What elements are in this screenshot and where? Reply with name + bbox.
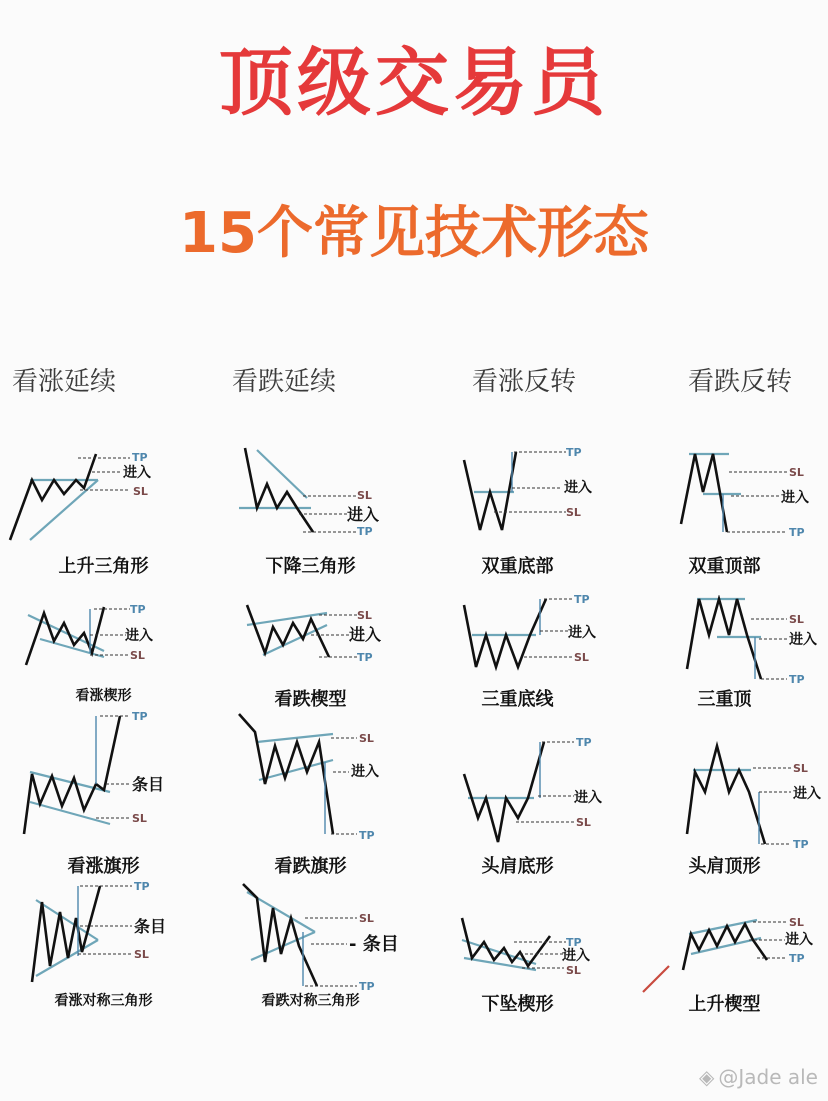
price-path	[10, 454, 96, 540]
entry-label: 进入	[568, 625, 596, 641]
tp-label: TP	[789, 673, 805, 686]
sl-label: SL	[359, 912, 374, 925]
pattern-cell	[621, 440, 828, 600]
entry-label: 条目	[132, 775, 165, 794]
price-path	[687, 599, 761, 679]
pattern-label: 看涨对称三角形	[54, 993, 153, 1009]
price-path	[464, 599, 546, 667]
pattern-diagram	[207, 440, 414, 556]
pattern-label: 下坠楔形	[481, 994, 554, 1015]
entry-label: - 条目	[349, 934, 399, 955]
pattern-cell	[621, 878, 828, 1038]
price-path	[464, 742, 544, 842]
tp-label: TP	[134, 880, 150, 893]
tp-label: TP	[574, 595, 590, 606]
pattern-label: 看跌楔型	[274, 689, 347, 710]
sl-label: SL	[133, 485, 148, 498]
entry-label: 进入	[793, 786, 821, 802]
entry-label: 进入	[564, 480, 592, 496]
sl-label: SL	[566, 506, 581, 519]
pattern-label: 上升三角形	[58, 556, 149, 577]
entry-label: 进入	[781, 490, 809, 506]
entry-label: 进入	[349, 625, 382, 644]
sl-label: SL	[789, 613, 804, 626]
tp-label: TP	[793, 838, 809, 851]
pattern-cell	[0, 712, 207, 877]
pattern-label: 上升楔型	[688, 994, 761, 1015]
pattern-label: 看跌对称三角形	[261, 993, 360, 1009]
entry-label: 进入	[347, 505, 380, 524]
pattern-diagram	[207, 712, 414, 856]
price-path	[464, 452, 516, 530]
tp-label: TP	[130, 603, 146, 616]
trend-line	[257, 734, 333, 742]
tp-label: TP	[789, 526, 805, 539]
pattern-diagram	[621, 440, 828, 556]
pattern-diagram	[621, 595, 828, 689]
entry-label: 进入	[125, 628, 153, 644]
sl-label: SL	[359, 732, 374, 745]
tp-label: TP	[132, 712, 148, 723]
sl-label: SL	[574, 651, 589, 664]
sl-label: SL	[793, 762, 808, 775]
pattern-diagram	[207, 595, 414, 689]
pattern-cell	[207, 878, 414, 1038]
tp-label: TP	[359, 829, 375, 842]
sl-label: SL	[357, 489, 372, 502]
pattern-diagram	[414, 878, 621, 994]
pattern-diagram	[0, 440, 207, 556]
sl-label: SL	[130, 649, 145, 662]
trend-line	[247, 613, 327, 625]
tp-label: TP	[576, 736, 592, 749]
watermark-logo-icon: ◈	[698, 1065, 715, 1089]
column-header-bearish-continuation: 看跌延续	[232, 367, 337, 397]
column-header-bearish-reversal: 看跌反转	[688, 367, 793, 397]
pattern-diagram	[414, 712, 621, 856]
tp-label: TP	[357, 651, 373, 664]
pattern-cell	[207, 712, 414, 877]
sl-label: SL	[566, 964, 581, 977]
page-subtitle: 15个常见技术形态	[179, 201, 649, 266]
pattern-label: 三重底线	[481, 689, 554, 710]
price-path	[245, 448, 313, 532]
tp-label: TP	[357, 525, 373, 538]
pattern-label: 看涨旗形	[67, 856, 140, 877]
page-title: 顶级交易员	[219, 40, 609, 126]
column-header-bullish-reversal: 看涨反转	[472, 367, 577, 397]
entry-label: 进入	[574, 790, 602, 806]
trend-line	[30, 802, 110, 824]
pattern-diagram	[621, 712, 828, 856]
sl-label: SL	[357, 609, 372, 622]
pattern-label: 看涨楔形	[75, 688, 132, 704]
watermark-text: @Jade ale	[718, 1065, 818, 1089]
pattern-diagram	[0, 878, 207, 994]
entry-label: 进入	[789, 632, 817, 648]
tp-label: TP	[132, 451, 148, 464]
pattern-cell	[0, 878, 207, 1038]
pattern-label: 双重底部	[481, 556, 554, 577]
trend-line	[30, 480, 98, 540]
pattern-cell	[621, 712, 828, 877]
pattern-label: 三重顶	[697, 689, 752, 710]
price-path	[26, 607, 104, 665]
pattern-cell	[207, 440, 414, 600]
pattern-label: 下降三角形	[265, 556, 356, 577]
watermark	[699, 1065, 818, 1089]
entry-label: 进入	[123, 465, 151, 481]
sl-label: SL	[789, 916, 804, 929]
entry-label: 进入	[351, 764, 379, 780]
tp-label: TP	[789, 952, 805, 965]
pattern-label: 双重顶部	[688, 556, 761, 577]
sl-label: SL	[132, 812, 147, 825]
pattern-diagram	[0, 712, 207, 856]
trend-line	[643, 966, 669, 992]
pattern-cell	[414, 712, 621, 877]
pattern-diagram	[0, 595, 207, 689]
sl-label: SL	[789, 466, 804, 479]
price-path	[687, 746, 765, 844]
tp-label: TP	[359, 980, 375, 993]
pattern-cell	[414, 878, 621, 1038]
pattern-cell	[414, 440, 621, 600]
pattern-label: 头肩顶形	[688, 856, 761, 877]
pattern-diagram	[414, 440, 621, 556]
pattern-label: 头肩底形	[481, 856, 554, 877]
price-path	[247, 605, 329, 657]
entry-label: 进入	[562, 948, 590, 964]
pattern-diagram	[621, 878, 828, 994]
tp-label: TP	[566, 446, 582, 459]
pattern-diagram	[207, 878, 414, 994]
sl-label: SL	[134, 948, 149, 961]
column-header-bullish-continuation: 看涨延续	[12, 367, 117, 397]
entry-label: 进入	[785, 932, 813, 948]
sl-label: SL	[576, 816, 591, 829]
pattern-label: 看跌旗形	[274, 856, 347, 877]
pattern-diagram	[414, 595, 621, 689]
price-path	[239, 714, 333, 834]
entry-label: 条目	[134, 917, 167, 936]
pattern-cell	[0, 440, 207, 600]
tp-label: TP	[566, 936, 582, 949]
